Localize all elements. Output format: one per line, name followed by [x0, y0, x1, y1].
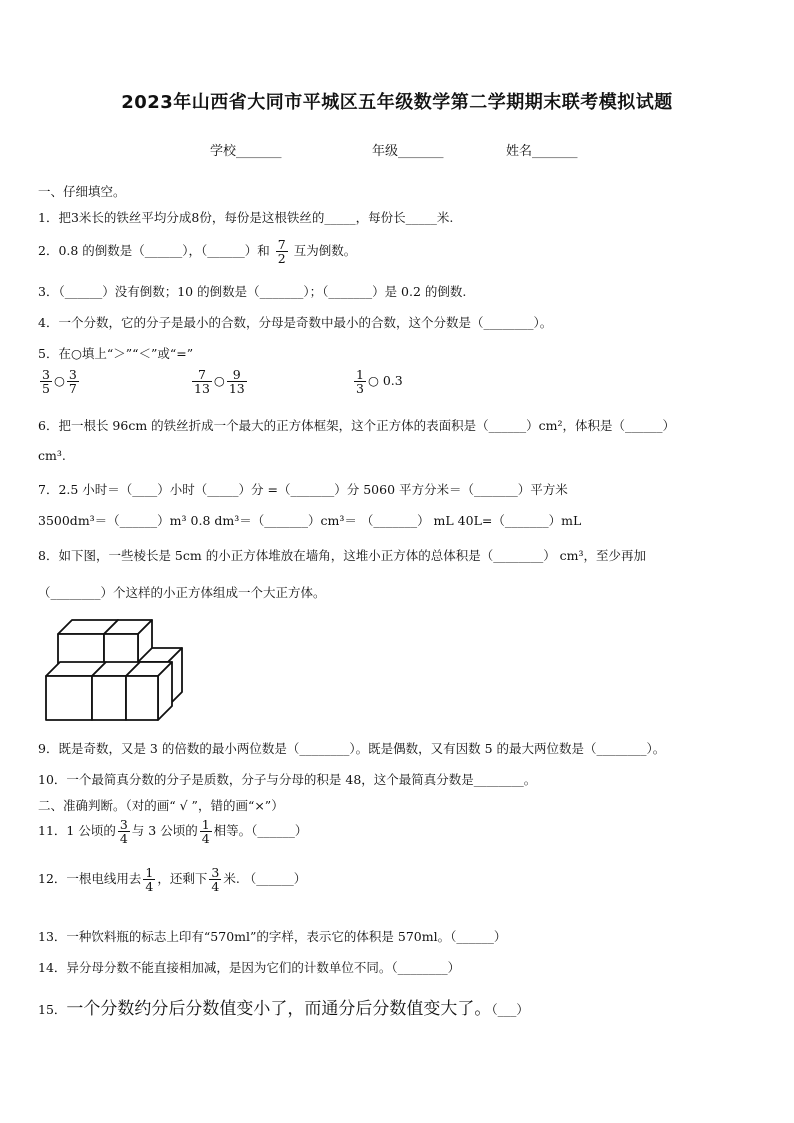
- question-7-line-2: 3500dm³＝（______）m³ 0.8 dm³＝（_______）cm³＝ （_______） mL 40L=（_______）mL: [38, 513, 582, 528]
- question-12-post: 米. （______）: [223, 871, 307, 886]
- question-6-line-2: cm³.: [38, 448, 66, 463]
- question-15-number: 15．: [38, 1002, 67, 1017]
- question-2-pre: 2．0.8 的倒数是（______），（______）和: [38, 243, 270, 258]
- question-11-post: 相等。（______）: [213, 823, 308, 838]
- question-15-text: 一个分数约分后分数值变小了，而通分后分数值变大了。: [66, 999, 492, 1019]
- fraction: $\frac{1}{4}$: [201, 817, 210, 846]
- fraction: $\frac{7}{13}$: [194, 367, 210, 396]
- fraction: $\frac{3}{5}$: [42, 367, 50, 396]
- fraction: $\frac{3}{7}$: [68, 367, 77, 396]
- compare-item-1: [38, 368, 81, 395]
- question-7-line-1: 7．2.5 小时＝（____）小时（_____）分 =（_______）分 5060 平方分米＝（_______）平方米: [38, 482, 568, 497]
- question-15: [38, 994, 529, 1019]
- question-8-line-2: （________）个这样的小正方体组成一个大正方体。: [38, 585, 326, 600]
- question-8-line-1: 8．如下图，一些棱长是 5cm 的小正方体堆放在墙角，这堆小正方体的总体积是（________） cm³，至少再加: [38, 548, 647, 563]
- question-6-line-1: 6．把一根长 96cm 的铁丝折成一个最大的正方体框架，这个正方体的表面积是（______）cm²，体积是（______）: [38, 418, 676, 433]
- section-1-heading: 一、仔细填空。: [38, 184, 126, 199]
- fraction: $\frac{1}{4}$: [145, 865, 154, 894]
- compare-item-3: [352, 368, 403, 395]
- question-9: 9．既是奇数，又是 3 的倍数的最小两位数是（________）。既是偶数，又有因数 5 的最大两位数是（________）。: [38, 741, 666, 756]
- question-11-mid: 与 3 公顷的: [131, 823, 198, 838]
- fraction: $\frac{3}{4}$: [211, 865, 220, 894]
- question-15-blank: （___）: [491, 1002, 529, 1017]
- question-1: 1．把3米长的铁丝平均分成8份，每份是这根铁丝的_____，每份长_____米.: [38, 210, 454, 225]
- question-11: [38, 818, 307, 845]
- compare-item-2: [190, 368, 249, 395]
- compare-circle: ○: [213, 373, 225, 388]
- page-title: 2023年山西省大同市平城区五年级数学第二学期期末联考模拟试题: [121, 92, 673, 113]
- cube-stack-figure: [40, 612, 190, 722]
- question-14: 14．异分母分数不能直接相加减，是因为它们的计数单位不同。（________）: [38, 960, 461, 975]
- fraction: $\frac{7}{2}$: [277, 237, 286, 266]
- question-4: 4．一个分数，它的分子是最小的合数，分母是奇数中最小的合数，这个分数是（________）。: [38, 315, 553, 330]
- question-2-post: 互为倒数。: [293, 243, 357, 258]
- grade-field: 年级_______: [372, 144, 444, 159]
- cube: [126, 662, 172, 720]
- question-12-mid: ，还剩下: [157, 871, 208, 886]
- fraction: $\frac{3}{4}$: [119, 817, 128, 846]
- name-field: 姓名_______: [506, 144, 578, 159]
- question-5: 5．在○填上“＞”“＜”或“=”: [38, 346, 194, 361]
- fraction: $\frac{1}{3}$: [356, 367, 364, 396]
- compare-value: 0.3: [382, 373, 403, 388]
- question-11-pre: 11．1 公顷的: [38, 823, 116, 838]
- question-12: [38, 866, 306, 893]
- compare-circle: ○: [367, 373, 379, 388]
- school-field: 学校_______: [210, 144, 282, 159]
- question-13: 13．一种饮料瓶的标志上印有“570ml”的字样，表示它的体积是 570ml。（______）: [38, 929, 507, 944]
- compare-circle: ○: [53, 373, 65, 388]
- question-12-pre: 12．一根电线用去: [38, 871, 142, 886]
- fraction: $\frac{9}{13}$: [228, 367, 245, 396]
- question-10: 10．一个最简真分数的分子是质数，分子与分母的积是 48，这个最简真分数是________。: [38, 772, 537, 787]
- section-2-heading: 二、准确判断。（对的画“ √ ”，错的画“×”）: [38, 798, 284, 813]
- question-2: [38, 238, 356, 265]
- question-3: 3．（______）没有倒数；10 的倒数是（_______）；（_______）是 0.2 的倒数.: [38, 284, 467, 299]
